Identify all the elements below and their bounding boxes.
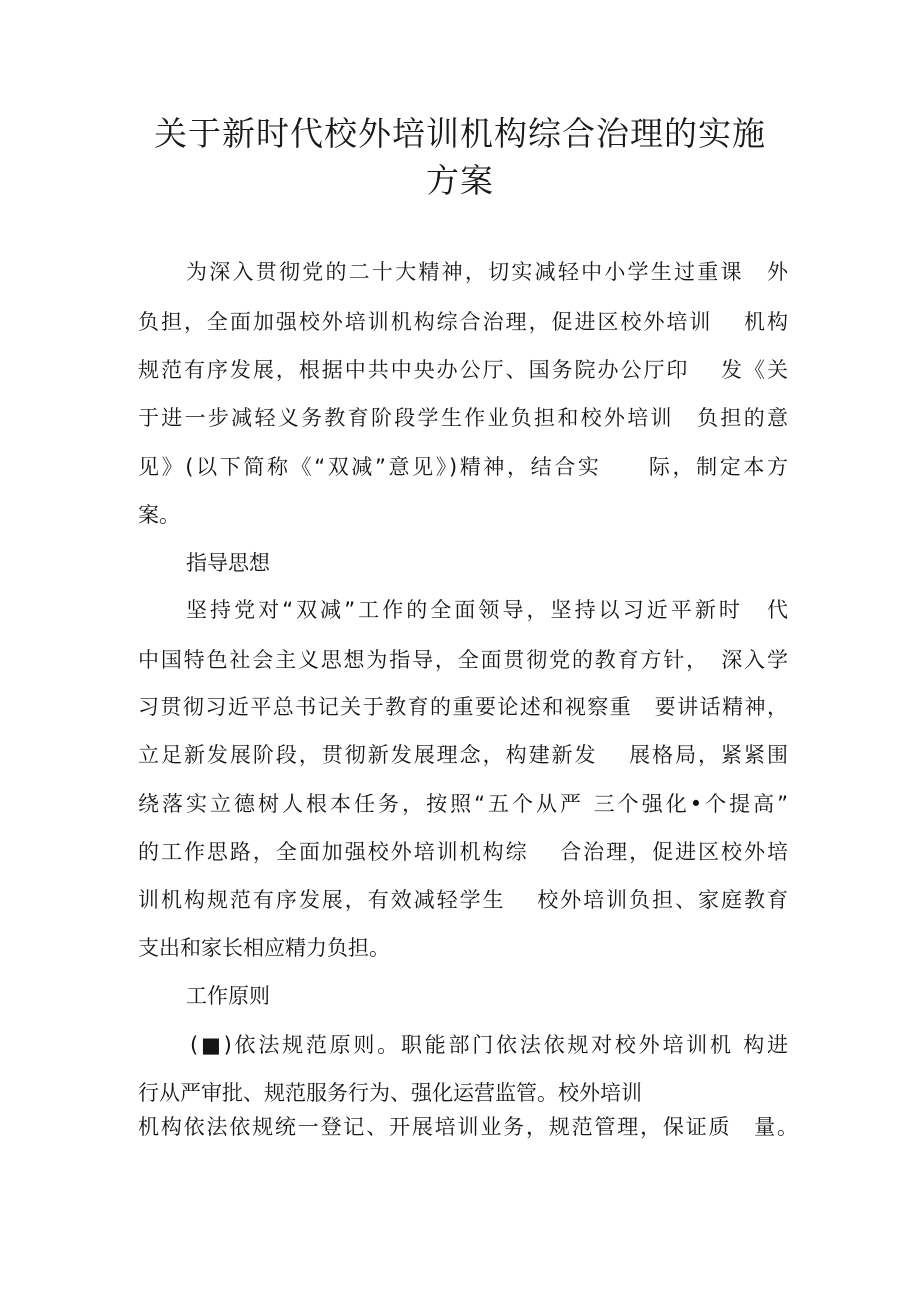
section2-line: 机构依法依规统一登记、开展培训业务，规范管理，保证质 量。 bbox=[138, 1115, 798, 1139]
section2-line: (■)依法规范原则。职能部门依法依规对校外培训机 构进 bbox=[190, 1033, 788, 1057]
section1-line: 支出和家长相应精力负担。 bbox=[138, 936, 390, 960]
section1-line: 习贯彻习近平总书记关于教育的重要论述和视察重 要讲话精神， bbox=[138, 695, 788, 719]
intro-line: 规范有序发展，根据中共中央办公厅、国务院办公厅印 发《关 bbox=[138, 358, 788, 382]
intro-line: 为深入贯彻党的二十大精神，切实减轻中小学生过重课 外 bbox=[186, 260, 788, 284]
section2-line: 行从严审批、规范服务行为、强化运营监管。校外培训 bbox=[138, 1081, 642, 1105]
section1-line: 坚持党对“双减”工作的全面领导，坚持以习近平新时 代 bbox=[186, 598, 788, 622]
section-heading-guiding-thought: 指导思想 bbox=[186, 551, 270, 575]
section1-line: 的工作思路，全面加强校外培训机构综 合治理，促进区校外培 bbox=[138, 840, 788, 864]
section-heading-work-principles: 工作原则 bbox=[186, 984, 270, 1008]
section1-line: 立足新发展阶段，贯彻新发展理念，构建新发 展格局，紧紧围 bbox=[138, 743, 788, 767]
intro-line: 案。 bbox=[138, 503, 180, 527]
intro-line: 于进一步减轻义务教育阶段学生作业负担和校外培训 负担的意 bbox=[138, 406, 788, 430]
section1-line: 绕落实立德树人根本任务，按照“五个从严 三个强化•个提高” bbox=[138, 792, 788, 816]
section1-line: 中国特色社会主义思想为指导，全面贯彻党的教育方针， 深入学 bbox=[138, 648, 788, 672]
intro-line: 负担，全面加强校外培训机构综合治理，促进区校外培训 机构 bbox=[138, 310, 788, 334]
section1-line: 训机构规范有序发展，有效减轻学生 校外培训负担、家庭教育 bbox=[138, 888, 788, 912]
intro-line: 见》(以下简称《“双减”意见》)精神，结合实 际，制定本方 bbox=[138, 455, 788, 479]
document-title-line-1: 关于新时代校外培训机构综合治理的实施 bbox=[154, 114, 766, 153]
document-title-line-2: 方案 bbox=[426, 161, 494, 200]
